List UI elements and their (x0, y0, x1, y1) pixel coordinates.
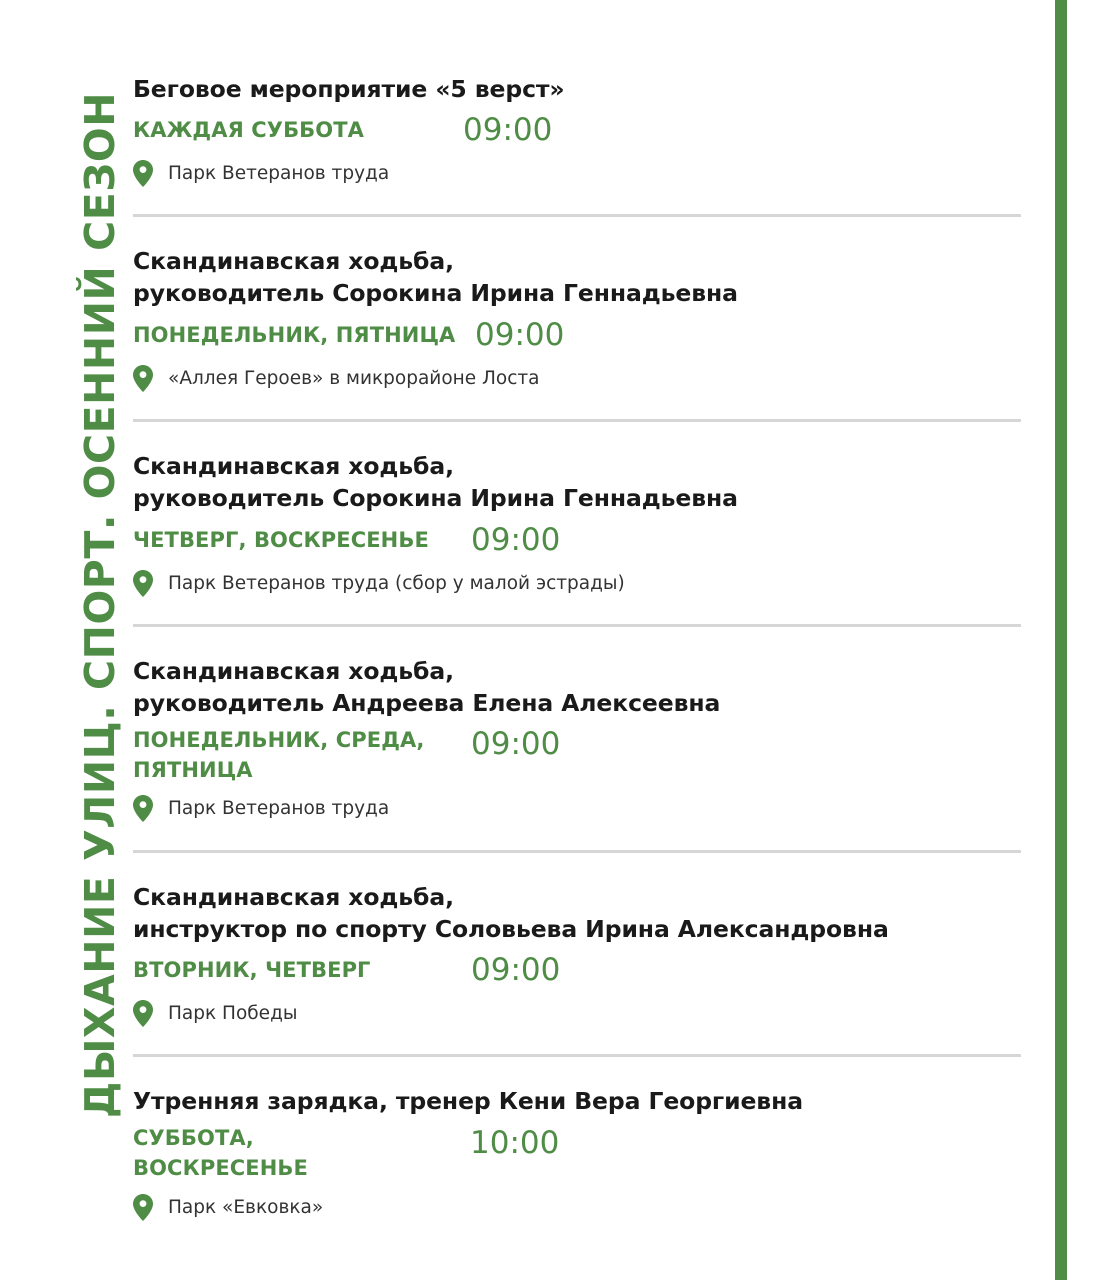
event-time: 09:00 (471, 952, 561, 988)
event-title: Скандинавская ходьба, руководитель Андреева Елена Алексеевна (133, 657, 721, 717)
event-days: ЧЕТВЕРГ, ВОСКРЕСЕНЬЕ (133, 528, 429, 552)
divider (133, 624, 1021, 627)
map-pin-icon (133, 160, 153, 187)
event-title: Беговое мероприятие «5 верст» (133, 75, 565, 103)
event-item (133, 1085, 1021, 1218)
event-time: 09:00 (471, 522, 561, 558)
event-days: КАЖДАЯ СУББОТА (133, 118, 365, 142)
map-pin-icon (133, 1000, 153, 1027)
event-days: СУББОТА, ВОСКРЕСЕНЬЕ (133, 1126, 308, 1180)
map-pin-icon (133, 1194, 153, 1221)
event-item (133, 73, 1021, 184)
event-item (133, 881, 1021, 1024)
event-location (133, 159, 389, 187)
event-location-text: Парк «Евковка» (168, 1196, 324, 1218)
divider (133, 214, 1021, 217)
event-location (133, 794, 389, 822)
event-location (133, 364, 540, 392)
event-title: Скандинавская ходьба, инструктор по спорту Соловьева Ирина Александровна (133, 883, 889, 943)
event-location (133, 1193, 323, 1221)
map-pin-icon (133, 795, 153, 822)
map-pin-icon (133, 365, 153, 392)
event-time: 09:00 (475, 317, 565, 353)
events-list (133, 0, 1021, 1280)
event-time: 09:00 (463, 112, 553, 148)
event-days: ВТОРНИК, ЧЕТВЕРГ (133, 958, 371, 982)
event-item (133, 450, 1021, 594)
event-location-text: Парк Ветеранов труда (сбор у малой эстрады) (168, 572, 625, 594)
event-title: Скандинавская ходьба, руководитель Сорокина Ирина Геннадьевна (133, 452, 738, 512)
event-location-text: «Аллея Героев» в микрорайоне Лоста (168, 367, 540, 389)
event-location-text: Парк Ветеранов труда (168, 162, 390, 184)
event-time: 10:00 (470, 1125, 560, 1161)
event-item (133, 245, 1021, 389)
event-location (133, 569, 625, 597)
divider (133, 419, 1021, 422)
event-title: Скандинавская ходьба, руководитель Сорокина Ирина Геннадьевна (133, 247, 738, 307)
right-accent-bar (1055, 0, 1067, 1280)
event-location-text: Парк Ветеранов труда (168, 797, 390, 819)
event-time: 09:00 (471, 726, 561, 762)
map-pin-icon (133, 570, 153, 597)
vertical-page-title: ДЫХАНИЕ УЛИЦ. СПОРТ. ОСЕННИЙ СЕЗОН (76, 91, 124, 1119)
event-days: ПОНЕДЕЛЬНИК, СРЕДА, ПЯТНИЦА (133, 728, 425, 782)
event-item (133, 655, 1021, 819)
event-days: ПОНЕДЕЛЬНИК, ПЯТНИЦА (133, 323, 456, 347)
event-location (133, 999, 297, 1027)
divider (133, 850, 1021, 853)
divider (133, 1054, 1021, 1057)
event-location-text: Парк Победы (168, 1002, 298, 1024)
event-title: Утренняя зарядка, тренер Кени Вера Георгиевна (133, 1087, 803, 1115)
